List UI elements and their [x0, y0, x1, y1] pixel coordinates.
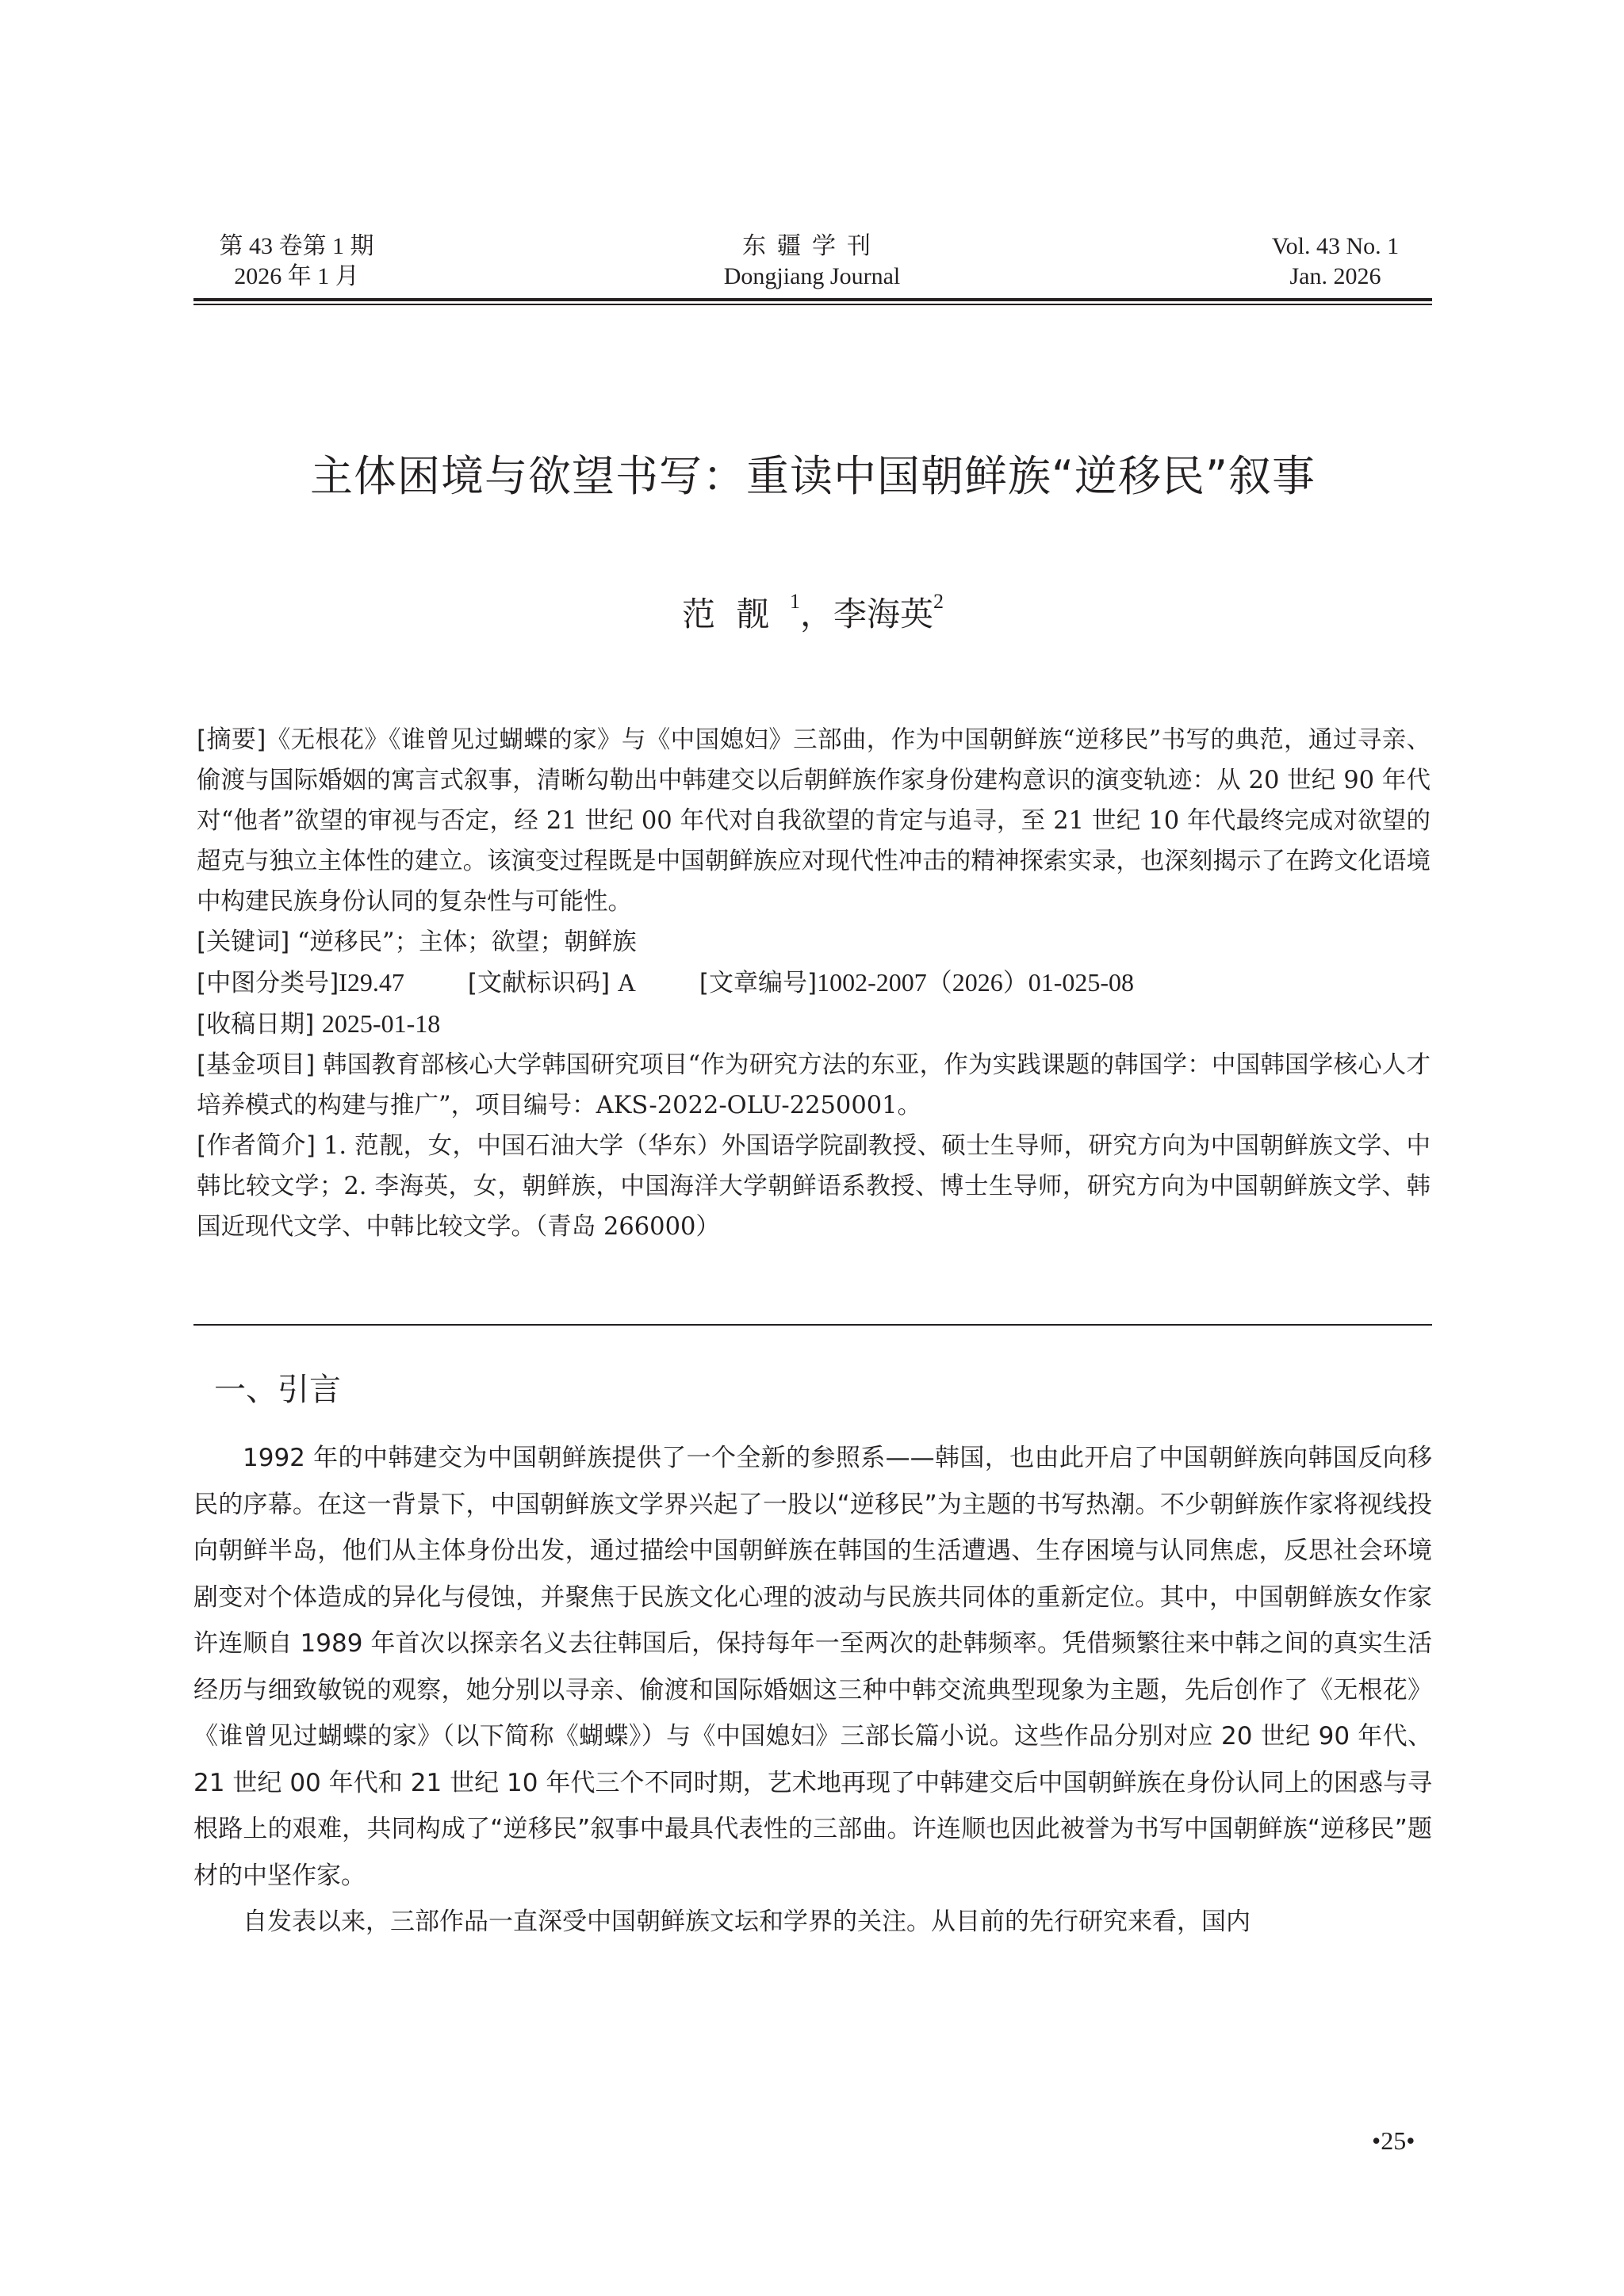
- keywords: [197, 922, 1431, 962]
- issue-date: 2026 年 1 月: [234, 263, 359, 289]
- author-bio-text: 1. 范靓，女，中国石油大学（华东）外国语学院副教授、硕士生导师，研究方向为中国朝鲜族文学、中韩比较文学；2. 李海英，女，朝鲜族，中国海洋大学朝鲜语系教授、博士生导师，研究方向为中国朝鲜族文学、韩国近现代文学、中韩比较文学。（青岛 266000）: [197, 1132, 1431, 1241]
- clc-value: I29.47: [339, 968, 404, 997]
- running-header: [193, 232, 1431, 301]
- author-affiliation-mark: 2: [933, 590, 944, 613]
- issue-info: [201, 232, 392, 292]
- keywords-text: “逆移民”；主体；欲望；朝鲜族: [297, 928, 637, 956]
- author-affiliation-mark: 1: [789, 590, 800, 613]
- header-rule-thin: [193, 304, 1432, 305]
- header-rule: [193, 298, 1432, 301]
- author-name: 李海英: [833, 595, 934, 633]
- journal-name-chinese: 东疆学刊: [742, 233, 882, 259]
- abstract: [197, 720, 1431, 922]
- page-number: •25•: [1372, 2126, 1415, 2155]
- metadata-divider: [193, 1324, 1432, 1326]
- clc-label: [中图分类号]: [197, 969, 339, 997]
- received-date: [197, 1004, 1431, 1045]
- document-code-label: [文献标识码]: [467, 969, 611, 997]
- volume-issue: 第 43 卷第 1 期: [219, 233, 374, 259]
- classification-line: [197, 962, 1431, 1004]
- received-date-value: 2025-01-18: [321, 1009, 441, 1038]
- body-paragraph: 自发表以来，三部作品一直深受中国朝鲜族文坛和学界的关注。从目前的先行研究来看，国内: [243, 1908, 1251, 1936]
- body-text: [193, 1435, 1432, 1946]
- author-name: 范靓: [681, 595, 790, 633]
- author-bio-label: [作者简介]: [197, 1131, 316, 1160]
- section-heading: 一、引言: [214, 1372, 341, 1408]
- article-number-label: [文章编号]: [699, 969, 818, 997]
- issue-info-english: [1240, 232, 1431, 292]
- fund-project-label: [基金项目]: [197, 1050, 316, 1079]
- abstract-text: 《无根花》《谁曾见过蝴蝶的家》与《中国媳妇》三部曲，作为中国朝鲜族“逆移民”书写的典范，通过寻亲、偷渡与国际婚姻的寓言式叙事，清晰勾勒出中韩建交以后朝鲜族作家身份建构意识的演变轨迹：从 20 世纪 90 年代对“他者”欲望的审视与否定，经 21 世纪 00 年代对自我欲望的肯定与追寻，至 21 世纪 10 年代最终完成对欲望的超克与独立主体性的建立。该演变过程既是中国朝鲜族应对现代性冲击的精神探索实录，也深刻揭示了在跨文化语境中构建民族身份认同的复杂性与可能性。: [197, 726, 1431, 916]
- document-code-value: A: [617, 968, 636, 997]
- author-line: [193, 591, 1432, 638]
- keywords-label: [关键词]: [197, 928, 290, 956]
- article-number-value: 1002-2007（2026）01-025-08: [817, 968, 1135, 997]
- abstract-label: [摘要]: [197, 725, 266, 754]
- issue-date-english: Jan. 2026: [1289, 263, 1381, 289]
- journal-name-english: Dongjiang Journal: [723, 263, 901, 289]
- body-paragraph: 1992 年的中韩建交为中国朝鲜族提供了一个全新的参照系——韩国，也由此开启了中国朝鲜族向韩国反向移民的序幕。在这一背景下，中国朝鲜族文学界兴起了一股以“逆移民”为主题的书写热潮。不少朝鲜族作家将视线投向朝鲜半岛，他们从主体身份出发，通过描绘中国朝鲜族在韩国的生活遭遇、生存困境与认同焦虑，反思社会环境剧变对个体造成的异化与侵蚀，并聚焦于民族文化心理的波动与民族共同体的重新定位。其中，中国朝鲜族女作家许连顺自 1989 年首次以探亲名义去往韩国后，保持每年一至两次的赴韩频率。凭借频繁往来中韩之间的真实生活经历与细致敏锐的观察，她分别以寻亲、偷渡和国际婚姻这三种中韩交流典型现象为主题，先后创作了《无根花》《谁曾见过蝴蝶的家》（以下简称《蝴蝶》）与《中国媳妇》三部长篇小说。这些作品分别对应 20 世纪 90 年代、21 世纪 00 年代和 21 世纪 10 年代三个不同时期，艺术地再现了中韩建交后中国朝鲜族在身份认同上的困惑与寻根路上的艰难，共同构成了“逆移民”叙事中最具代表性的三部曲。许连顺也因此被誉为书写中国朝鲜族“逆移民”题材的中坚作家。: [193, 1444, 1432, 1890]
- fund-project-text: 韩国教育部核心大学韩国研究项目“作为研究方法的东亚，作为实践课题的韩国学：中国韩国学核心人才培养模式的构建与推广”，项目编号：AKS-2022-OLU-2250001。: [197, 1051, 1431, 1119]
- article-metadata: [197, 720, 1431, 1247]
- author-bio: [197, 1126, 1431, 1247]
- fund-project: [197, 1045, 1431, 1126]
- article-title: 主体困境与欲望书写：重读中国朝鲜族“逆移民”叙事: [310, 451, 1316, 501]
- volume-issue-english: Vol. 43 No. 1: [1271, 233, 1400, 259]
- received-date-label: [收稿日期]: [197, 1010, 315, 1039]
- author-separator: ，: [799, 595, 833, 633]
- journal-name: [653, 232, 971, 292]
